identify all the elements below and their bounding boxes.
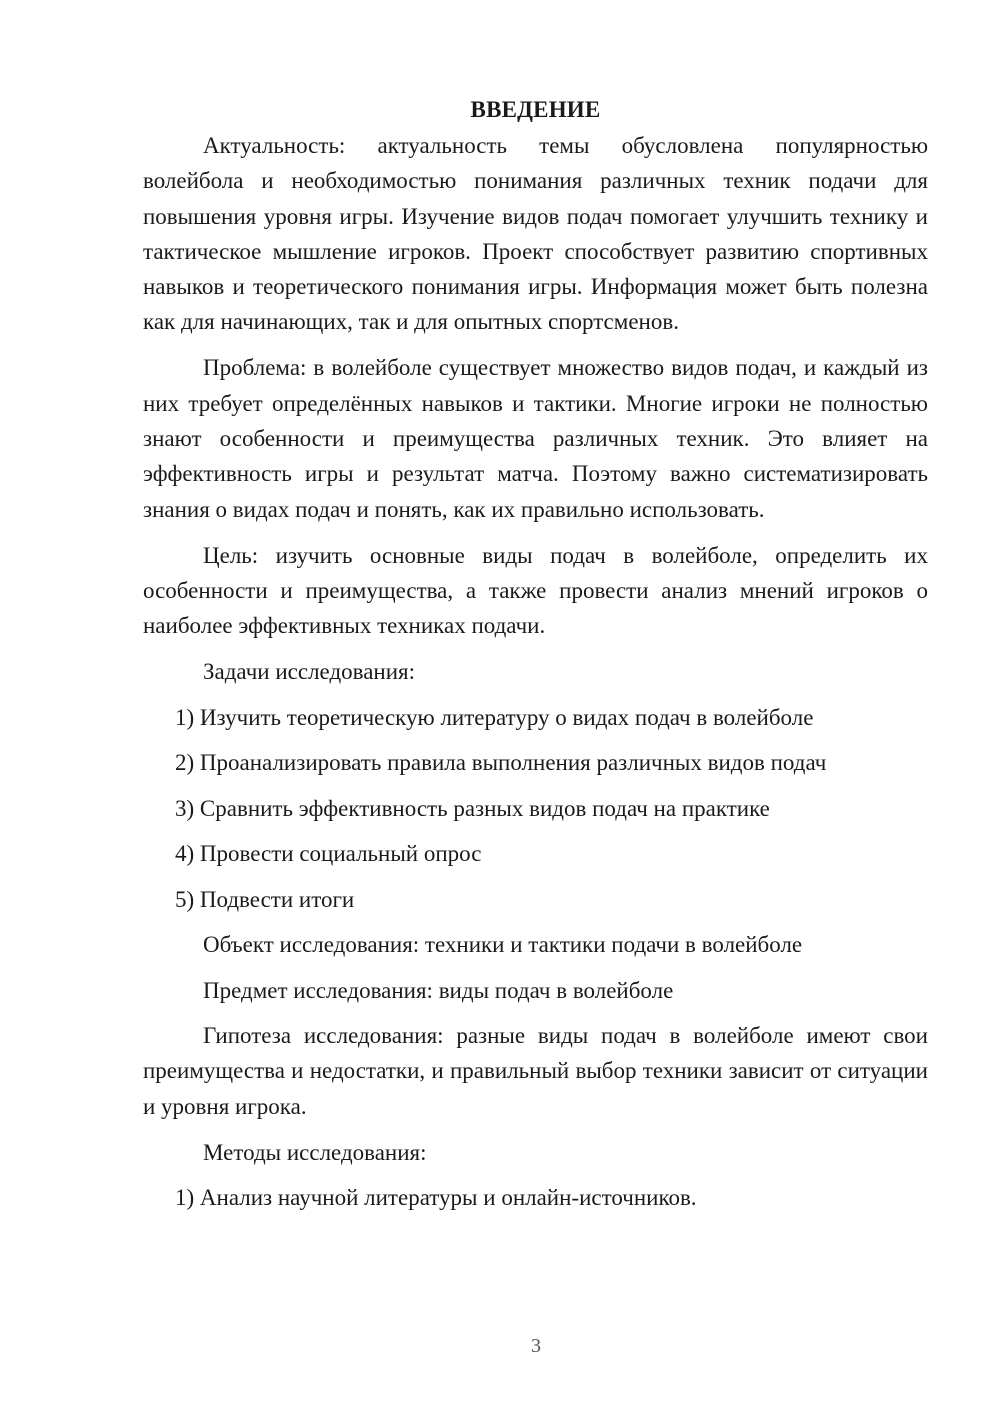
tasks-title: Задачи исследования: (203, 659, 416, 685)
research-subject: Предмет исследования: виды подач в волейболе (203, 977, 674, 1003)
task-item: 5) Подвести итоги (175, 886, 355, 912)
goal-paragraph: Цель: изучить основные виды подач в волейболе, определить их особенности и преимущества, а также провести анализ мнений игроков о наиболее эффективных техниках подачи. (143, 542, 928, 639)
methods-title: Методы исследования: (203, 1139, 427, 1165)
page-title: ВВЕДЕНИЕ (470, 97, 601, 122)
hypothesis-paragraph: Гипотеза исследования: разные виды подач в волейболе имеют свои преимущества и недостатки, и правильный выбор техники зависит от ситуации и уровня игрока. (143, 1023, 928, 1119)
task-item: 1) Изучить теоретическую литературу о видах подач в волейболе (175, 704, 814, 730)
research-object: Объект исследования: техники и тактики подачи в волейболе (203, 932, 803, 958)
task-item: 3) Сравнить эффективность разных видов подач на практике (175, 795, 770, 821)
page-number: 3 (531, 1335, 541, 1357)
relevance-paragraph: Актуальность: актуальность темы обусловлена популярностью волейбола и необходимостью понимания различных техник подачи для повышения уровня игры. Изучение видов подач помогает улучшить технику и тактическое мышление игроков. Проект способствует развитию спортивных навыков и теоретического понимания игры. Информация может быть полезна как для начинающих, так и для опытных спортсменов. (143, 133, 928, 335)
method-item: 1) Анализ научной литературы и онлайн-источников. (175, 1185, 697, 1211)
document-page (143, 92, 928, 1226)
task-item: 4) Провести социальный опрос (175, 841, 482, 867)
task-item: 2) Проанализировать правила выполнения различных видов подач (175, 750, 827, 776)
problem-paragraph: Проблема: в волейболе существует множество видов подач, и каждый из них требует определённых навыков и тактики. Многие игроки не полностью знают особенности и преимущества различных техник. Это влияет на эффективность игры и результат матча. Поэтому важно систематизировать знания о видах подач и понять, как их правильно использовать. (143, 355, 928, 522)
